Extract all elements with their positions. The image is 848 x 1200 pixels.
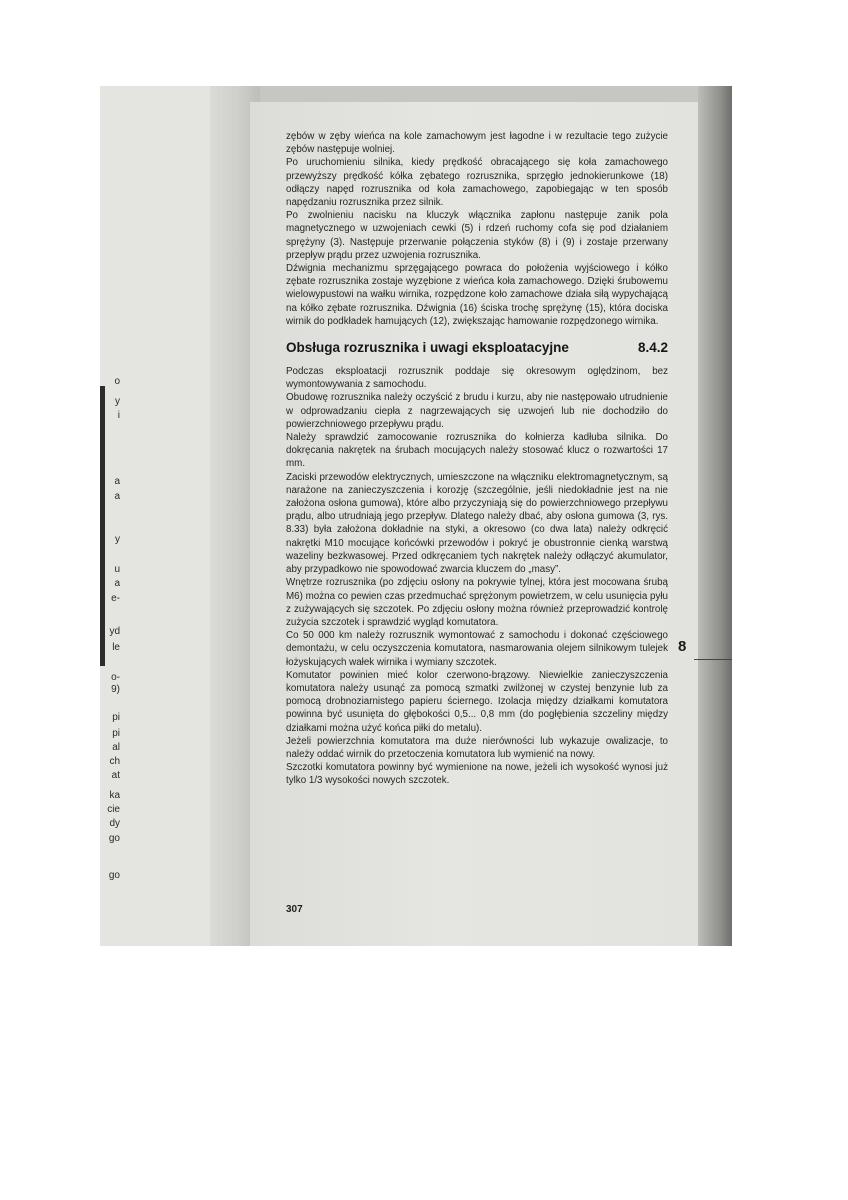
left-fragment: al: [112, 742, 120, 753]
section-title: Obsługa rozrusznika i uwagi eksploatacyjne: [286, 340, 569, 356]
paragraph: Komutator powinien mieć kolor czerwono-brązowy. Niewielkie zanieczyszczenia komutatora należy usunąć za pomocą szmatki zwilżonej w czystej benzynie lub za pomocą drobnoziarnistego papieru ściernego. Izolacja między działkami komutatora powinna być usunięta do głębokości 0,5... 0,8 mm (do pogłębienia szczeliny między działkami można użyć końca piłki do metalu).: [286, 669, 668, 734]
left-fragment: pi: [112, 712, 120, 723]
left-fragment: a: [114, 476, 120, 487]
left-fragment: le: [112, 642, 120, 653]
paragraph: Co 50 000 km należy rozrusznik wymontować z samochodu i dokonać częściowego demontażu, w celu oczyszczenia komutatora, nasmarowania olejem silnikowym tulejek łożyskujących wałek wirnika i wymiany szczotek.: [286, 630, 668, 668]
left-fragment: 9): [111, 684, 120, 695]
left-fragment: at: [111, 770, 120, 781]
left-fragment: yd: [109, 626, 120, 637]
left-fragment: dy: [109, 818, 120, 829]
left-fragment: a: [114, 491, 120, 502]
paragraph: Po zwolnieniu nacisku na kluczyk włącznika zapłonu następuje zanik pola magnetycznego w uzwojeniach cewki (5) i rdzeń ruchomy cofa się pod działaniem sprężyny (3). Następuje przerwanie połączenia styków (8) i (9) i zostaje przerwany przepływ prądu przez uzwojenia rozrusznika.: [286, 210, 668, 261]
page-text-column: [286, 130, 668, 788]
paragraph: Jeżeli powierzchnia komutatora ma duże nierówności lub wykazuje owalizacje, to należy oddać wirnik do przetoczenia komutatora lub wymienić na nowy.: [286, 735, 668, 760]
paragraph: zębów w zęby wieńca na kole zamachowym jest łagodne i w rezultacie tego zużycie zębów następuje wolniej.: [286, 131, 668, 156]
page-stack-edge: [698, 86, 732, 946]
left-fragment: ch: [109, 756, 120, 767]
chapter-tab-line: [694, 659, 732, 660]
left-fragment: cie: [107, 804, 120, 815]
left-fragment: u: [114, 564, 120, 575]
paragraph: Podczas eksploatacji rozrusznik poddaje się okresowym oględzinom, bez wymontowywania z samochodu.: [286, 366, 668, 391]
paragraph: Zaciski przewodów elektrycznych, umieszczone na włączniku elektromagnetycznym, są narażone na zanieczyszczenia i korozję (szczególnie, jeśli niedokładnie jest na nie założona osłona gumowa), które albo przyczyniają się do powierzchniowego przepływu prądu, albo utrudniają jego przepływ. Dlatego należy dbać, aby osłona gumowa (3, rys. 8.33) była założona dokładnie na styki, a okresowo (co dwa lata) należy odkręcić nakrętki M10 mocujące końcówki przewodów i pokryć je obustronnie cienką warstwą wazeliny bezkwasowej. Przed odkręcaniem tych nakrętek należy odłączyć akumulator, aby przypadkowo nie spowodować zwarcia kluczem do „masy”.: [286, 471, 668, 576]
paragraph: Należy sprawdzić zamocowanie rozrusznika do kołnierza kadłuba silnika. Do dokręcania nakrętek na śrubach mocujących należy stosować klucz o rozwartości 17 mm.: [286, 432, 668, 470]
left-fragment: o: [114, 376, 120, 387]
paragraph: Dźwignia mechanizmu sprzęgającego powraca do położenia wyjściowego i kółko zębate rozrusznika zostaje wyzębione z wieńca koła zamachowego. Dzięki śrubowemu wielowypustowi na wałku wirnika, rozpędzone koło zamachowe działa siłą wypychającą na kółko zębate rozrusznika. Dźwignia (16) ściska trochę sprężynę (15), która dociska wirnik do podkładek hamujących (12), zwiększając hamowanie rozpędzonego wirnika.: [286, 263, 668, 327]
section-heading: [286, 340, 668, 355]
left-fragment: pi: [112, 728, 120, 739]
left-fragment: i: [117, 410, 120, 421]
section-number: 8.4.2: [637, 340, 668, 356]
left-fragment: go: [108, 870, 120, 881]
scanned-book-spread: [100, 86, 732, 946]
left-fragment: a: [114, 578, 120, 589]
left-fragment: go: [108, 833, 120, 844]
left-fragment: y: [115, 396, 120, 407]
chapter-tab-marker: 8: [678, 638, 687, 655]
left-fragment: e-: [111, 593, 120, 604]
page-number: 307: [286, 904, 303, 915]
left-fragment: y: [115, 534, 120, 545]
left-page-edge: [100, 86, 210, 946]
paragraph: Obudowę rozrusznika należy oczyścić z brudu i kurzu, aby nie następowało utrudnienie w odprowadzaniu ciepła z nagrzewających się uzwojeń lub nie dochodziło do powierzchniowego przepływu prądu.: [286, 392, 668, 430]
left-fragment: ka: [109, 790, 120, 801]
left-page-shadow: [100, 386, 105, 666]
paragraph: Szczotki komutatora powinny być wymienione na nowe, jeżeli ich wysokość wynosi już tylko 1/3 wysokości nowych szczotek.: [286, 762, 668, 787]
paragraph: Po uruchomieniu silnika, kiedy prędkość obracającego się koła zamachowego przewyższy prędkość kółka zębatego rozrusznika, sprzęgło jednokierunkowe (18) odłączy napęd rozrusznika od koła zamachowego, zapobiegając w ten sposób napędzaniu rozrusznika przez silnik.: [286, 157, 668, 209]
paragraph: Wnętrze rozrusznika (po zdjęciu osłony na pokrywie tylnej, która jest mocowana śrubą M6) można co pewien czas przedmuchać sprężonym powietrzem, w celu usunięcia pyłu z zużywających się szczotek. Po zdjęciu osłony można również przeprowadzić kontrolę zużycia szczotek i sprawdzić wygląd komutatora.: [286, 577, 668, 628]
left-fragment: o-: [111, 672, 120, 683]
